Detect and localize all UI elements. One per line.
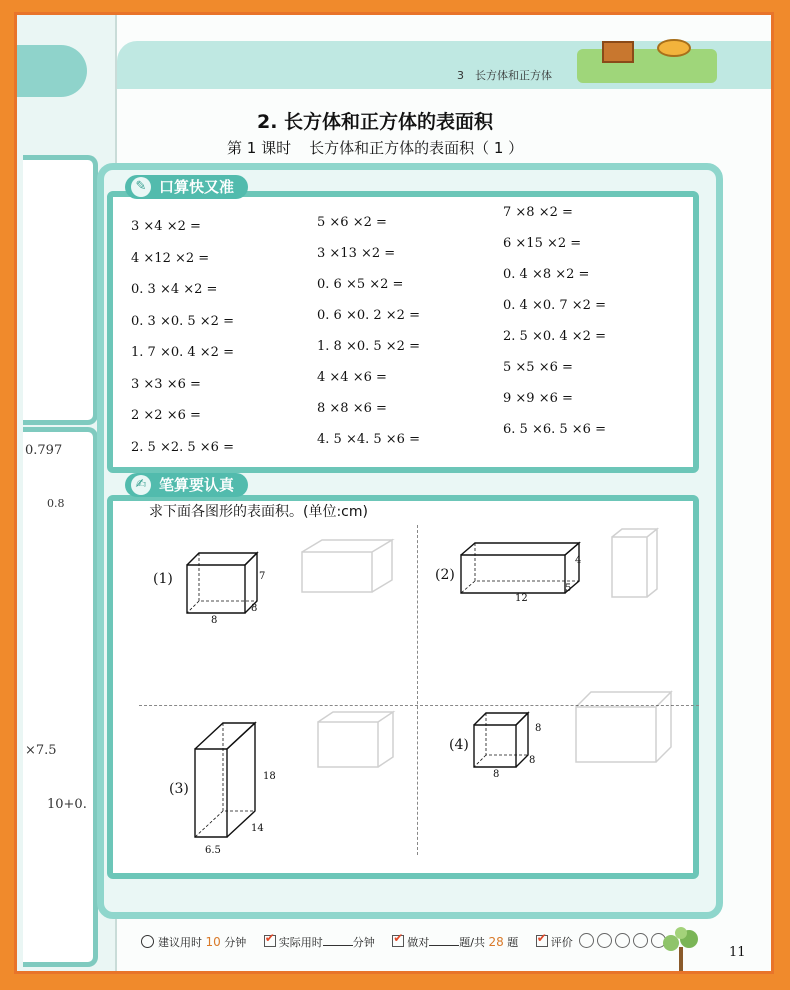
math-expression: 3 ×4 ×2 = xyxy=(131,219,201,234)
lesson-name: 长方体和正方体的表面积（ 1 ） xyxy=(309,139,524,157)
photo-frame xyxy=(14,12,774,974)
grid-divider-vertical xyxy=(417,525,418,855)
left-page-band xyxy=(17,45,87,97)
math-expression: 0. 6 ×0. 2 ×2 = xyxy=(317,308,420,323)
suggest-minutes: 10 xyxy=(205,935,221,949)
dimension-height: 18 xyxy=(263,771,276,782)
figure-label: (3) xyxy=(169,781,189,797)
show-through-shape xyxy=(571,687,681,767)
math-expression: 0. 6 ×5 ×2 = xyxy=(317,277,404,292)
math-expression: 6 ×15 ×2 = xyxy=(503,236,582,251)
math-expression: 0. 4 ×8 ×2 = xyxy=(503,267,590,282)
actual-label: 实际用时 xyxy=(278,936,323,949)
brick-decoration xyxy=(602,41,634,63)
dimension-length: 12 xyxy=(515,593,528,604)
cuboid-figure-1 xyxy=(181,543,271,623)
math-expression: 5 ×5 ×6 = xyxy=(503,360,573,375)
checkbox-icon xyxy=(264,935,276,947)
dimension-width: 5 xyxy=(565,583,572,594)
math-expression: 0. 4 ×0. 7 ×2 = xyxy=(503,298,606,313)
total-suffix: 题 xyxy=(507,936,519,949)
tree-decoration xyxy=(657,927,707,971)
ribbon-icon xyxy=(633,933,648,948)
checkbox-icon xyxy=(392,935,404,947)
checkbox-icon xyxy=(536,935,548,947)
math-expression: 3 ×13 ×2 = xyxy=(317,246,396,261)
answer-blank xyxy=(323,945,353,946)
math-expression: 6. 5 ×6. 5 ×6 = xyxy=(503,422,606,437)
math-expression: 0. 3 ×4 ×2 = xyxy=(131,282,218,297)
lesson-subtitle xyxy=(227,137,523,158)
math-expression: 2 ×2 ×6 = xyxy=(131,408,201,423)
dimension-length: 6.5 xyxy=(205,845,221,856)
clock-icon xyxy=(141,935,154,948)
math-expression: 3 ×3 ×6 = xyxy=(131,376,201,392)
coin-decoration xyxy=(657,39,691,57)
lesson-title: 2. 长方体和正方体的表面积 xyxy=(257,111,494,133)
section-label: 口算快又准 xyxy=(159,178,235,196)
answer-blank xyxy=(429,945,459,946)
chapter-header: 3 长方体和正方体 xyxy=(457,69,552,82)
worksheet-page xyxy=(117,15,771,971)
math-expression: 8 ×8 ×6 = xyxy=(317,401,387,416)
math-expression: 4 ×4 ×6 = xyxy=(317,370,387,385)
correct-label: 做对 xyxy=(407,936,430,949)
math-expression: 4. 5 ×4. 5 ×6 = xyxy=(317,432,420,447)
minute-unit: 分钟 xyxy=(224,936,247,949)
show-through-shape xyxy=(313,707,403,777)
dimension-length: 8 xyxy=(211,615,218,626)
math-expression: 7 ×8 ×2 = xyxy=(503,205,573,220)
header-decoration xyxy=(577,49,717,83)
left-fragment: 10+0. xyxy=(47,797,87,812)
show-through-shape xyxy=(607,527,667,607)
rating-label: 评价 xyxy=(550,936,573,949)
page-number: 11 xyxy=(729,945,746,960)
dimension-height: 8 xyxy=(535,723,542,734)
math-expression: 9 ×9 ×6 = xyxy=(503,391,573,406)
dimension-height: 4 xyxy=(575,555,582,566)
lesson-number: 第 1 课时 xyxy=(227,139,292,157)
total-prefix: 题/共 xyxy=(459,936,485,949)
minute-unit: 分钟 xyxy=(352,936,375,949)
figure-label: (4) xyxy=(449,737,469,753)
left-fragment: ×7.5 xyxy=(25,743,57,758)
pencil-icon: ✎ xyxy=(131,177,151,197)
show-through-shape xyxy=(297,537,407,597)
footer-bar xyxy=(141,931,666,950)
ribbon-icon xyxy=(597,933,612,948)
suggest-label: 建议用时 xyxy=(158,936,202,949)
dimension-width: 8 xyxy=(251,603,258,614)
math-expression: 0. 3 ×0. 5 ×2 = xyxy=(131,313,234,329)
math-expression: 2. 5 ×2. 5 ×6 = xyxy=(131,439,234,455)
section-tag-written-calc xyxy=(125,473,248,497)
left-fragment: 0.8 xyxy=(47,497,65,510)
left-page-box xyxy=(23,155,98,425)
math-expression: 2. 5 ×0. 4 ×2 = xyxy=(503,329,606,344)
instruction-text: 求下面各图形的表面积。(单位:cm) xyxy=(149,504,368,520)
ribbon-icon xyxy=(579,933,594,948)
math-expression: 1. 8 ×0. 5 ×2 = xyxy=(317,339,420,354)
dimension-length: 8 xyxy=(493,769,500,780)
left-fragment: 0.797 xyxy=(25,443,63,458)
section-label: 笔算要认真 xyxy=(159,476,235,494)
section-tag-mental-math xyxy=(125,175,248,199)
math-expression: 4 ×12 ×2 = xyxy=(131,250,210,266)
total-count: 28 xyxy=(488,935,504,949)
dimension-width: 14 xyxy=(251,823,264,834)
dimension-height: 7 xyxy=(259,571,266,582)
math-expression: 5 ×6 ×2 = xyxy=(317,215,387,230)
hand-writing-icon: ✍ xyxy=(131,475,151,495)
figure-label: (1) xyxy=(153,571,173,587)
figure-label: (2) xyxy=(435,567,455,583)
ribbon-icon xyxy=(615,933,630,948)
dimension-width: 8 xyxy=(529,755,536,766)
math-expression: 1. 7 ×0. 4 ×2 = xyxy=(131,345,234,360)
